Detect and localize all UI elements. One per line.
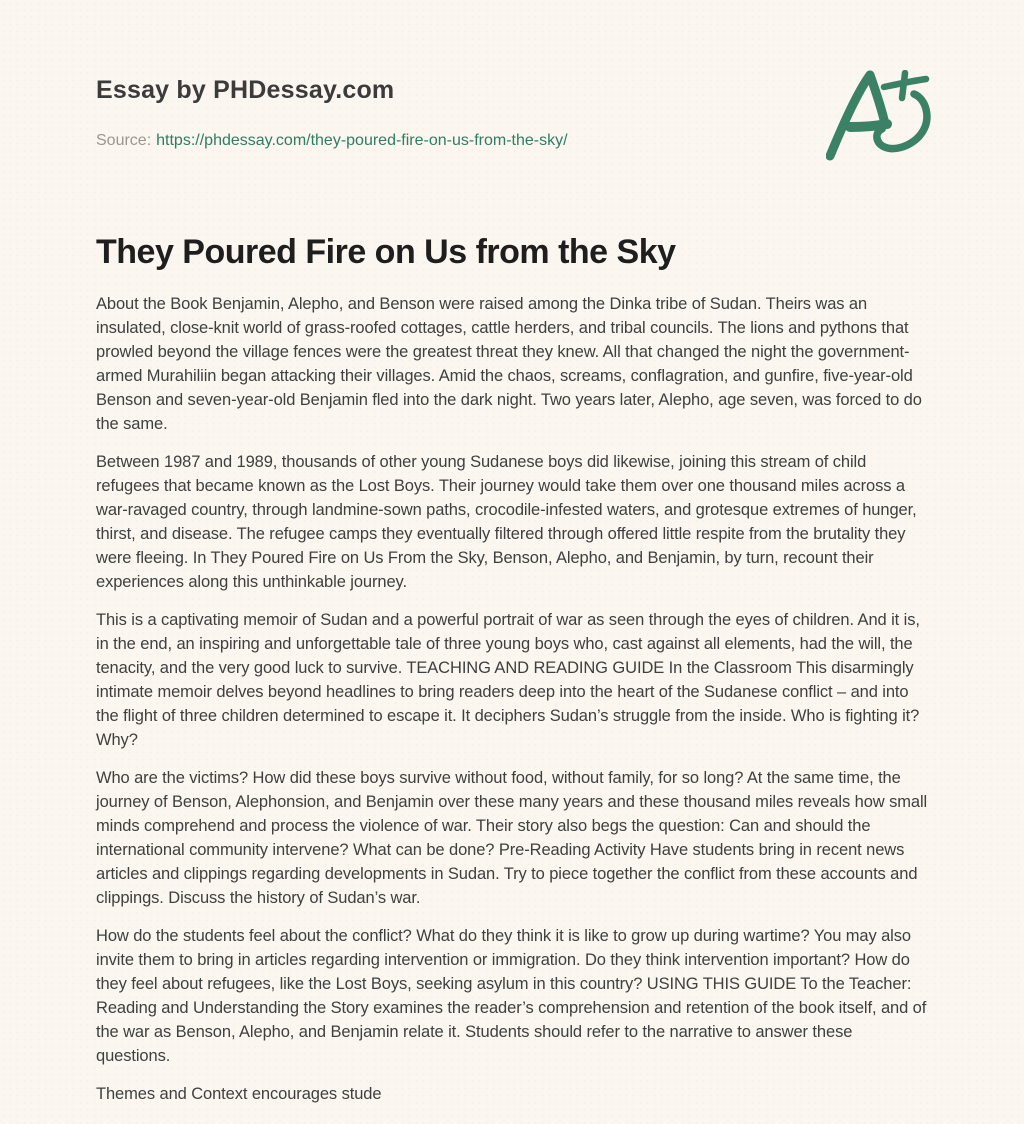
a-plus-logo-icon — [826, 70, 958, 162]
source-line — [96, 131, 928, 150]
essay-paragraph-1: About the Book Benjamin, Alepho, and Benson were raised among the Dinka tribe of Sudan. Theirs was an insulated, close-knit world of grass-roofed cottages, cattle herders, and tribal councils. The lions and pythons that prowled beyond the village fences were the greatest threat they knew. All that changed the night the government-armed Murahiliin began attacking their villages. Amid the chaos, screams, conflagration, and gunfire, five-year-old Benson and seven-year-old Benjamin fled into the dark night. Two years later, Alepho, age seven, was forced to do the same. — [96, 295, 922, 433]
essay-paragraph-3: This is a captivating memoir of Sudan and a powerful portrait of war as seen through the eyes of children. And it is, in the end, an inspiring and unforgettable tale of three young boys who, cast against all elements, had the will, the tenacity, and the very good luck to survive. TEACHING AND READING GUIDE In the Classroom This disarmingly intimate memoir delves beyond headlines to bring readers deep into the heart of the Sudanese conflict – and into the flight of three children determined to escape it. It deciphers Sudan’s struggle from the inside. Who is fighting it? Why? — [96, 611, 920, 749]
site-byline: Essay by PHDessay.com — [96, 76, 395, 104]
essay-paragraph-5: How do the students feel about the conflict? What do they think it is like to grow up during wartime? You may also invite them to bring in articles regarding intervention or immigration. Do they think intervention important? How do they feel about refugees, like the Lost Boys, seeking asylum in this country? USING THIS GUIDE To the Teacher: Reading and Understanding the Story examines the reader’s comprehension and retention of the book itself, and of the war as Benson, Alepho, and Benjamin relate it. Students should refer to the narrative to answer these questions. — [96, 927, 927, 1065]
essay-article — [96, 232, 928, 1106]
phdessay-a-plus-logo — [826, 70, 958, 162]
source-label: Source: — [96, 132, 152, 149]
essay-paragraph-6-truncated: Themes and Context encourages stude — [96, 1085, 382, 1103]
source-link[interactable]: https://phdessay.com/they-poured-fire-on-us-from-the-sky/ — [156, 132, 568, 149]
page-title: They Poured Fire on Us from the Sky — [96, 233, 676, 271]
essay-paragraph-4: Who are the victims? How did these boys survive without food, without family, for so long? At the same time, the journey of Benson, Alephonsion, and Benjamin over these many years and these thousand miles reveals how small minds comprehend and process the violence of war. Their story also begs the question: Can and should the international community intervene? What can be done? Pre-Reading Activity Have students bring in recent news articles and clippings regarding developments in Sudan. Try to piece together the conflict from these accounts and clippings. Discuss the history of Sudan’s war. — [96, 769, 928, 907]
essay-paragraph-2: Between 1987 and 1989, thousands of other young Sudanese boys did likewise, joining this stream of child refugees that became known as the Lost Boys. Their journey would take them over one thousand miles across a war-ravaged country, through landmine-sown paths, crocodile-infested waters, and grotesque extremes of hunger, thirst, and disease. The refugee camps they eventually filtered through offered little respite from the brutality they were fleeing. In They Poured Fire on Us From the Sky, Benson, Alepho, and Benjamin, by turn, recount their experiences along this unthinkable journey. — [96, 453, 917, 591]
page-header — [96, 76, 928, 150]
